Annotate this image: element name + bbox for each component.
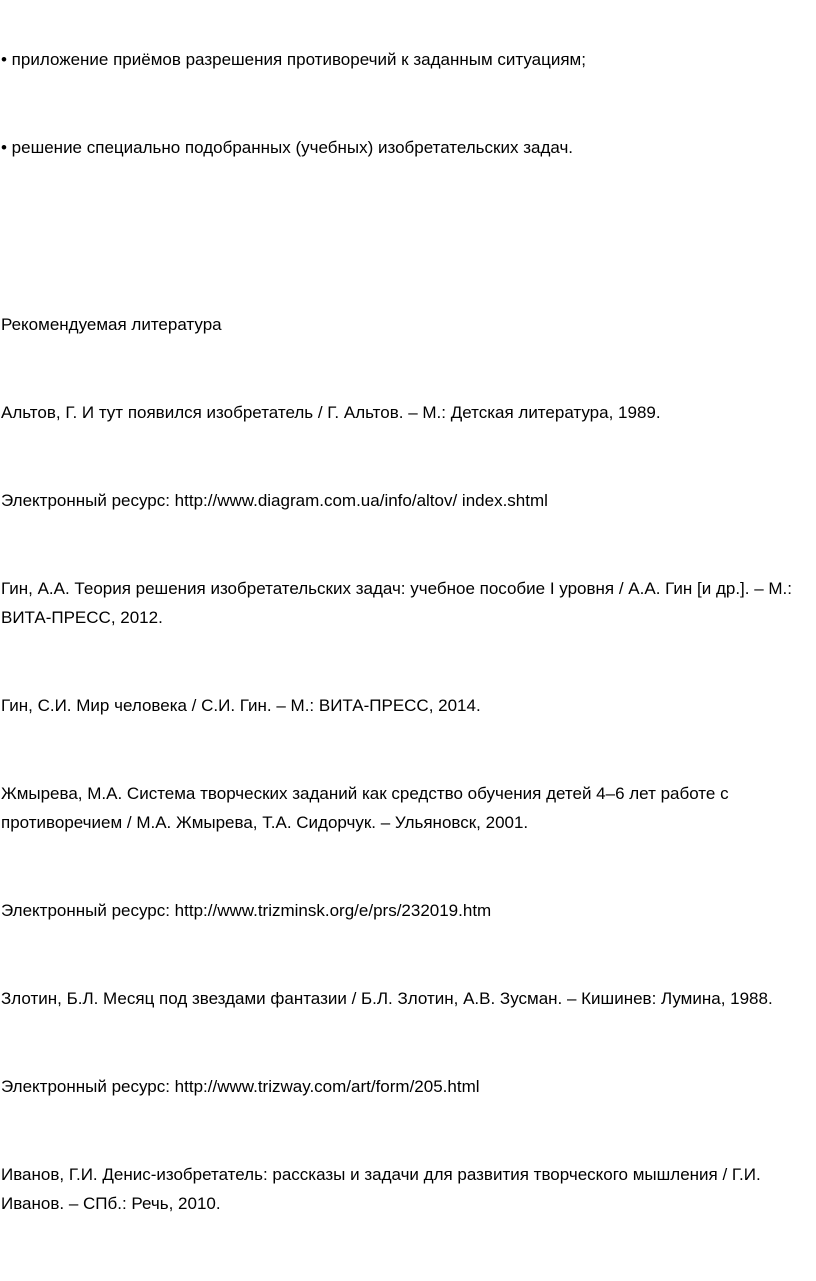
reference-item: Жмырева, М.А. Система творческих заданий как средство обучения детей 4–6 лет работе с противоречием / М.А. Жмырева, Т.А. Сидорчук. – Ульяновск, 2001. [1,784,729,832]
bullet-item: • решение специально подобранных (учебных) изобретательских задач. [1,138,574,157]
reference-item: Электронный ресурс: http://www.trizminsk.org/e/prs/232019.htm [1,901,492,920]
reference-item: Злотин, Б.Л. Месяц под звездами фантазии / Б.Л. Злотин, А.В. Зусман. – Кишинев: Лумина, 1988. [1,989,773,1008]
reference-item: Электронный ресурс: http://www.diagram.com.ua/info/altov/ index.shtml [1,491,548,510]
reference-item: Альтов, Г. И тут появился изобретатель / Г. Альтов. – М.: Детская литература, 1989. [1,403,661,422]
section-heading: Рекомендуемая литература [1,315,222,334]
reference-item: Иванов, Г.И. Денис-изобретатель: рассказы и задачи для развития творческого мышления / Г.И. Иванов. – СПб.: Речь, 2010. [1,1165,761,1213]
reference-item: Электронный ресурс: http://www.trizway.com/art/form/205.html [1,1077,480,1096]
bullet-item: • приложение приёмов разрешения противоречий к заданным ситуациям; [1,50,586,69]
reference-item: Гин, С.И. Мир человека / С.И. Гин. – М.: ВИТА-ПРЕСС, 2014. [1,696,481,715]
reference-item: Гин, А.А. Теория решения изобретательских задач: учебное пособие I уровня / А.А. Гин [и др.]. – М.: ВИТА-ПРЕСС, 2012. [1,579,792,627]
